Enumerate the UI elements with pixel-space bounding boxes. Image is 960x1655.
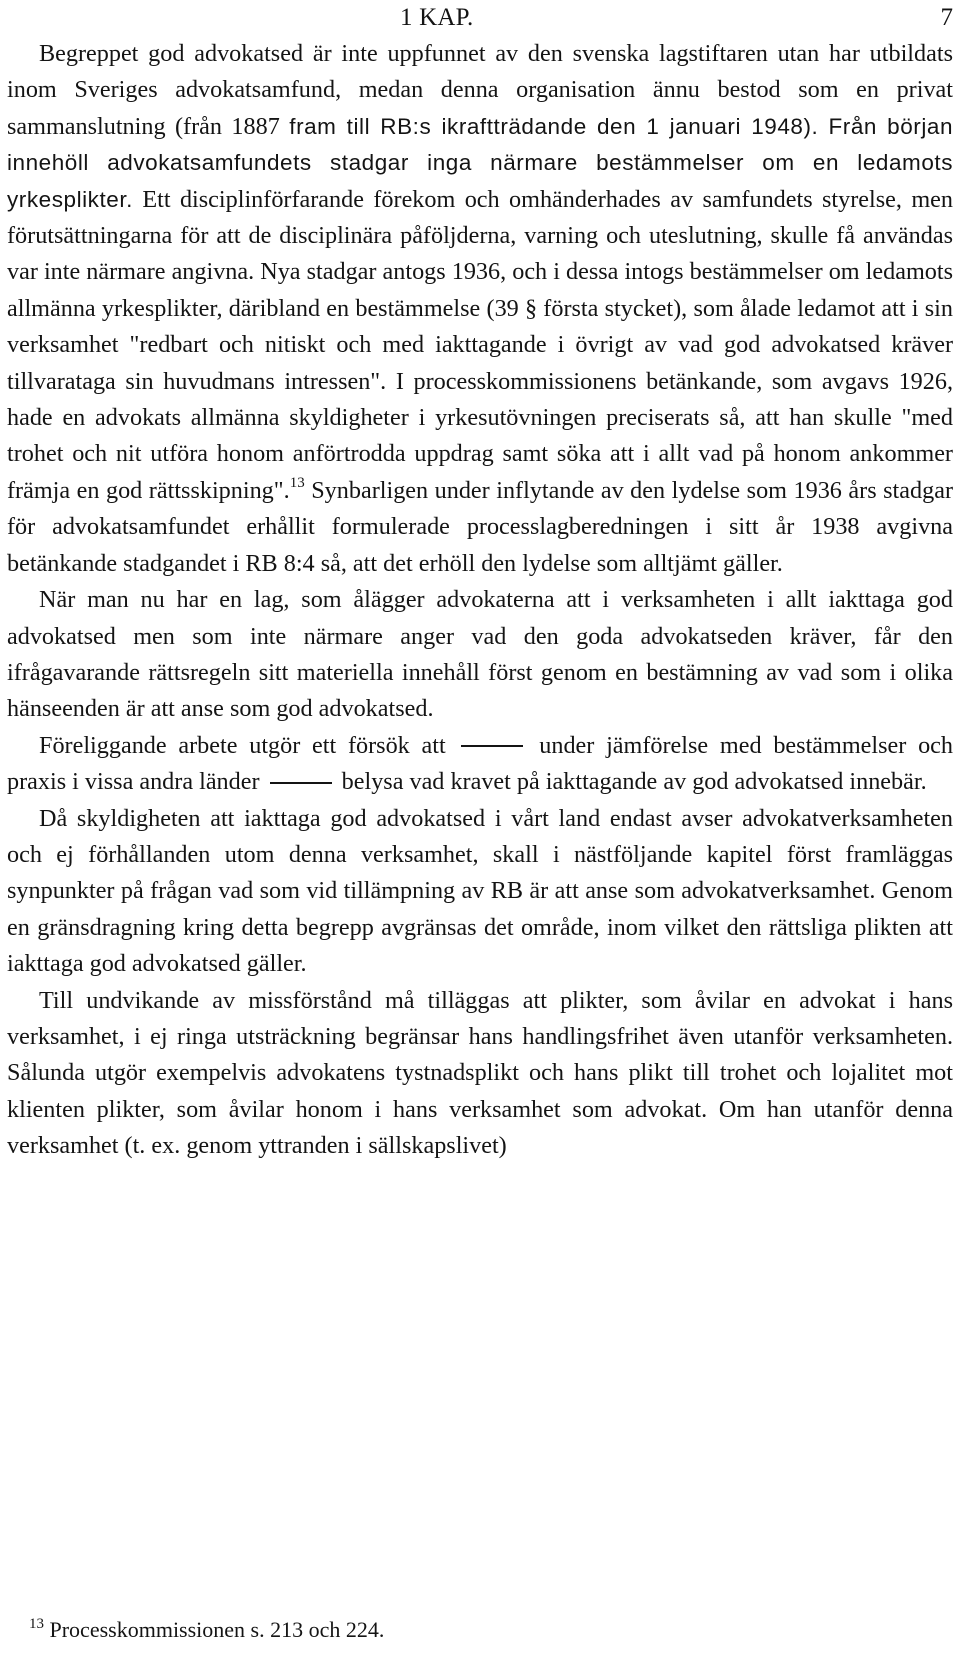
footnote-text: Processkommissionen s. 213 och 224. xyxy=(44,1617,385,1642)
footnote-number: 13 xyxy=(29,1616,44,1632)
document-page xyxy=(7,0,954,1642)
paragraph-3-text-b: under jämförelse med bestämmelser och praxis i vissa andra länder xyxy=(7,731,953,796)
paragraph-1-text-d: Synbarligen under inflytande av den lydelse som 1936 års stadgar för advokatsamfundet erhållit formulerade processlagberedningen i sitt år 1938 avgivna betänkande stadgandet i RB 8:4 så, att det erhöll den lydelse som alltjämt gäller. xyxy=(7,476,953,577)
em-dash xyxy=(270,782,332,784)
paragraph-4: Då skyldigheten att iakttaga god advokatsed i vårt land endast avser advokatverksamheten och ej förhållanden utom denna verksamhet, skall i nästföljande kapitel först framläggas synpunkter på frågan vad som vid tillämpning av RB är att anse som advokatverksamhet. Genom en gränsdragning kring detta begrepp avgränsas det område, inom vilket den rättsliga plikten att iakttaga god advokatsed gäller. xyxy=(7,804,953,978)
body-text xyxy=(7,36,953,1165)
paragraph-1-text-c: Ett disciplinförfarande förekom och omhänderhades av samfundets styrelse, men förutsättningarna för att de disciplinära påföljderna, varning och uteslutning, skulle få användas var inte närmare angivna. Nya stadgar antogs 1936, och i dessa intogs bestämmelser om ledamots allmänna yrkesplikter, däribland en bestämmelse (39 § första stycket), som ålade ledamot att i sin verksamhet "redbart och nitiskt och med iakttagande i övrigt av vad god advokatsed kräver tillvarataga sin huvudmans intressen". I processkommissionens betänkande, som avgavs 1926, hade en advokats allmänna skyldigheter i yrkesutövningen preciserats så, att han skulle "med trohet och nit utföra honom anförtrodda uppdrag samt söka att i allt vad på honom ankommer främja en god rättsskipning". xyxy=(7,185,953,504)
paragraph-1-text-b: fram till RB:s ikraftträdande den 1 januari 1948). Från början innehöll advokatsamfundets stadgar inga närmare bestämmelser om en ledamots yrkesplikter. xyxy=(7,113,954,212)
paragraph-1-text-a: Begreppet god advokatsed är inte uppfunnet av den svenska lagstiftaren utan har utbildats inom Sveriges advokatsamfund, medan denna organisation ännu bestod som en privat sammanslutning (från 1887 xyxy=(7,40,953,140)
page-number: 7 xyxy=(940,4,953,31)
paragraph-3-text-c: belysa vad kravet på iakttagande av god advokatsed innebär. xyxy=(341,768,927,796)
paragraph-3-text-a: Föreliggande arbete utgör ett försök att xyxy=(39,731,446,759)
footnote-reference[interactable]: 13 xyxy=(289,475,305,492)
paragraph-5: Till undvikande av missförstånd må tilläggas att plikter, som åvilar en advokat i hans verksamhet, i ej ringa utsträckning begränsar hans handlingsfrihet även utanför verksamheten. Sålunda utgör exempelvis advokatens tystnadsplikt och hans plikt till trohet och lojalitet mot klienten plikter, som åvilar honom i hans verksamhet som advokat. Om han utanför denna verksamhet (t. ex. genom yttranden i sällskapslivet) xyxy=(7,986,953,1160)
em-dash xyxy=(461,745,523,747)
paragraph-2: När man nu har en lag, som ålägger advokaterna att i verksamheten i allt iakttaga god advokatsed men som inte närmare anger vad den goda advokatseden kräver, får den ifrågavarande rättsregeln sitt materiella innehåll först genom en bestämning av vad som i olika hänseenden är att anse som god advokatsed. xyxy=(7,586,953,723)
paragraph-1 xyxy=(7,36,953,582)
paragraph-3 xyxy=(7,728,953,801)
chapter-heading: 1 KAP. xyxy=(400,4,474,31)
page-header xyxy=(7,0,953,36)
footnote xyxy=(29,1615,384,1645)
